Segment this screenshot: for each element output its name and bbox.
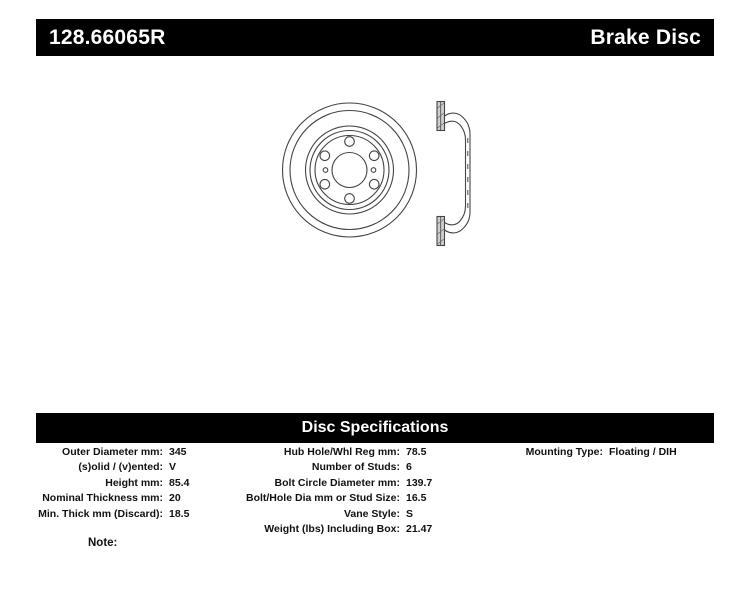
spec-label: Vane Style: bbox=[343, 507, 400, 520]
spec-value: 6 bbox=[406, 461, 412, 474]
header-bar bbox=[36, 19, 714, 56]
spec-column-dimensions bbox=[31, 446, 189, 523]
spec-value: 16.5 bbox=[406, 492, 427, 505]
spec-label: Outer Diameter mm: bbox=[62, 446, 163, 458]
product-title: Brake Disc bbox=[590, 25, 701, 49]
brake-disc-front-view-icon bbox=[283, 103, 417, 237]
spec-value: 18.5 bbox=[169, 507, 190, 520]
spec-label: Height mm: bbox=[105, 476, 163, 489]
note-label: Note: bbox=[88, 537, 118, 549]
spec-row-vane-style bbox=[200, 508, 432, 523]
spec-label: Number of Studs: bbox=[311, 461, 400, 474]
spec-row-min-thickness bbox=[31, 508, 189, 523]
spec-row-mounting-type bbox=[430, 446, 677, 461]
spec-label: Mounting Type: bbox=[525, 446, 603, 458]
spec-section-title: Disc Specifications bbox=[301, 419, 449, 436]
spec-value: 20 bbox=[169, 492, 181, 505]
spec-label: Weight (lbs) Including Box: bbox=[264, 522, 400, 535]
spec-row-bolt-hole-dia bbox=[200, 492, 432, 507]
spec-value: 139.7 bbox=[406, 476, 433, 489]
spec-value: V bbox=[169, 461, 177, 474]
spec-value: 85.4 bbox=[169, 476, 190, 489]
spec-label: (s)olid / (v)ented: bbox=[78, 461, 163, 474]
brake-disc-cross-section-icon bbox=[437, 102, 470, 246]
spec-value: Floating / DIH bbox=[609, 446, 677, 458]
spec-row-height bbox=[31, 477, 189, 492]
spec-row-bolt-circle bbox=[200, 477, 432, 492]
spec-row-nominal-thickness bbox=[31, 492, 189, 507]
spec-label: Bolt Circle Diameter mm: bbox=[274, 476, 400, 489]
spec-label: Nominal Thickness mm: bbox=[42, 492, 163, 505]
spec-value: 21.47 bbox=[406, 522, 433, 535]
spec-section-bar bbox=[36, 413, 714, 443]
spec-value: 78.5 bbox=[406, 446, 427, 458]
spec-row-number-of-studs bbox=[200, 461, 432, 476]
spec-value: 345 bbox=[169, 446, 187, 458]
spec-row-outer-diameter bbox=[31, 446, 189, 461]
spec-value: S bbox=[406, 507, 414, 520]
spec-column-mounting bbox=[430, 446, 677, 461]
part-number: 128.66065R bbox=[49, 25, 166, 49]
spec-column-hub-studs bbox=[200, 446, 432, 538]
spec-row-solid-vented bbox=[31, 461, 189, 476]
spec-label: Hub Hole/Whl Reg mm: bbox=[283, 446, 400, 458]
spec-row-weight bbox=[200, 523, 432, 538]
spec-label: Bolt/Hole Dia mm or Stud Size: bbox=[245, 492, 400, 505]
spec-row-hub-hole bbox=[200, 446, 432, 461]
spec-label: Min. Thick mm (Discard): bbox=[38, 507, 163, 520]
